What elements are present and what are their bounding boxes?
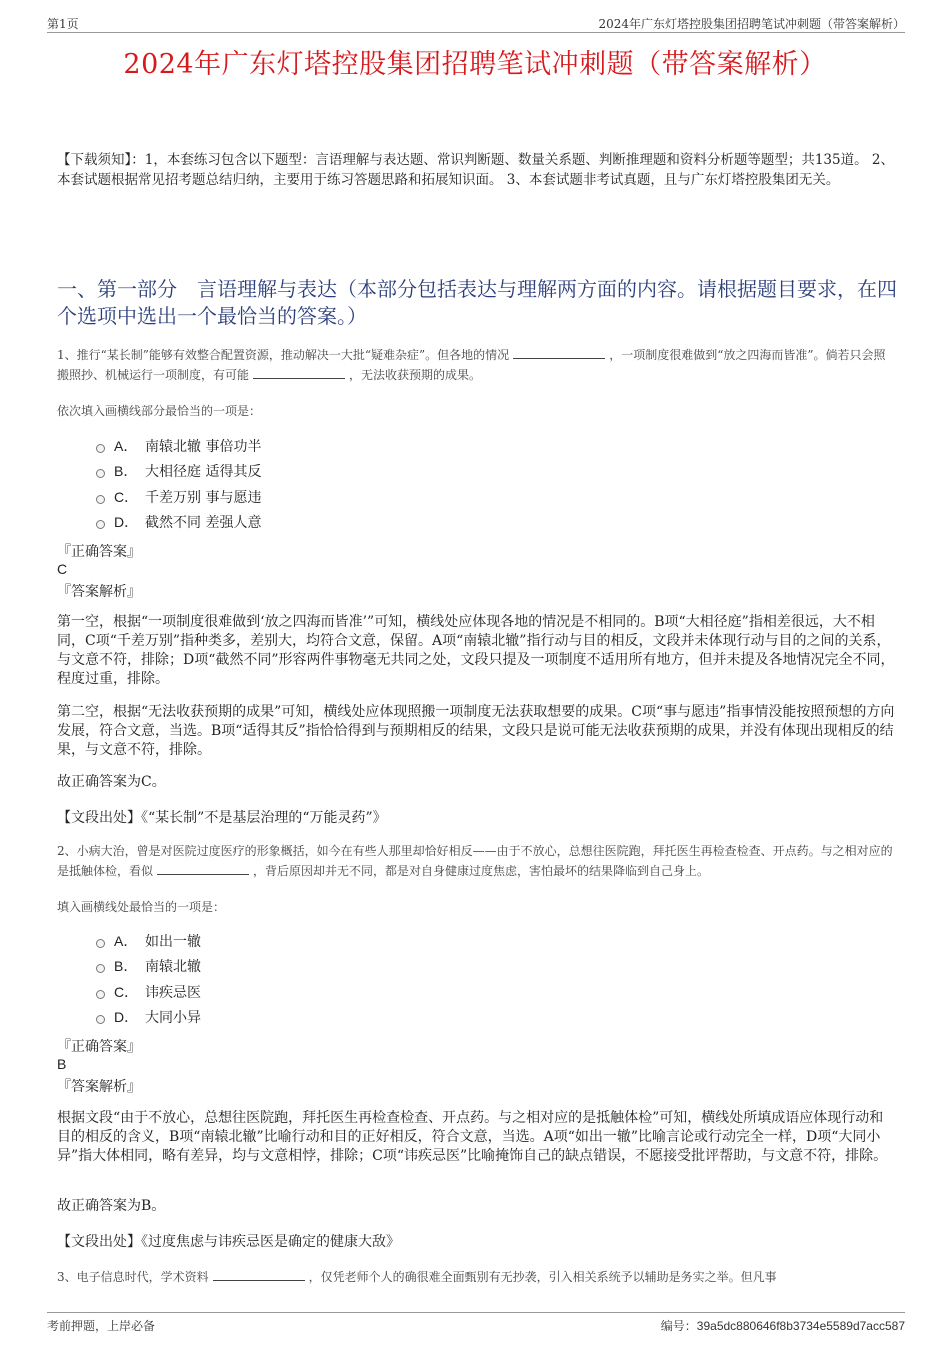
question-1-text-part-b: ，一项制度很难做到“放之四海而皆准”。倘若只会照搬照抄、机械运行一项制度，有可能: [57, 348, 886, 382]
document-code-value: 39a5dc880646f8b3734e5589d7acc587: [696, 1319, 905, 1333]
page-number: 第1页: [47, 17, 79, 31]
correct-answer-label: 『正确答案』: [57, 1039, 141, 1055]
question-2-options: [96, 928, 496, 1030]
radio-button[interactable]: [96, 939, 105, 948]
radio-button[interactable]: [96, 964, 105, 973]
option-letter: B．: [114, 958, 138, 975]
option-letter: D．: [114, 514, 139, 531]
option-text: 如出一辙: [145, 933, 201, 950]
question-3-text-part-a: 3、电子信息时代，学术资料: [57, 1270, 209, 1284]
footer-slogan: 考前押题，上岸必备: [47, 1319, 156, 1333]
page-title: 2024年广东灯塔控股集团招聘笔试冲刺题（带答案解析）: [123, 49, 827, 80]
question-1-prompt: 依次填入画横线部分最恰当的一项是：: [57, 404, 262, 418]
analysis-conclusion: 故正确答案为B。: [57, 1198, 166, 1214]
option-a[interactable]: [96, 433, 496, 459]
question-3-text-part-b: ，仅凭老师个人的确很难全面甄别有无抄袭，引入相关系统予以辅助是务实之举。但凡事: [308, 1270, 777, 1284]
page-footer: [47, 1312, 905, 1333]
option-letter: C．: [114, 983, 139, 1000]
analysis-paragraph: 根据文段“由于不放心，总想往医院跑，拜托医生再检查检查、开点药。与之相对应的是抵触体检”可知，横线处所填成语应体现行动和目的相反的含义，B项“南辕北辙”比喻行动和目的正好相反，符合文意，当选。A项“如出一辙”比喻言论或行动完全一样，D项“大同小异”指大体相同，略有差异，均与文意相悖，排除；C项“讳疾忌医”比喻掩饰自己的缺点错误，不愿接受批评帮助，与文意不符，排除。: [57, 1110, 888, 1164]
document-code-label: 编号：: [660, 1319, 697, 1333]
option-letter: C．: [114, 488, 139, 505]
correct-answer-value: C: [57, 561, 68, 577]
source-citation: 【文段出处】《过度焦虑与讳疾忌医是确定的健康大敌》: [57, 1234, 400, 1250]
analysis-label: 『答案解析』: [57, 1079, 141, 1095]
fill-blank: [213, 1268, 305, 1281]
option-text: 大相径庭 适得其反: [145, 464, 262, 481]
option-c[interactable]: [96, 484, 496, 510]
analysis-paragraph: 第二空，根据“无法收获预期的成果”可知，横线处应体现照搬一项制度无法获取想要的成果。C项“事与愿违”指事情没能按照预想的方向发展，符合文意，当选。B项“适得其反”指恰恰得到与预期相反的结果，文段只是说可能无法收获预期的成果，并没有体现出现相反的结果，与文意不符，排除。: [57, 704, 895, 758]
question-1-text: [57, 345, 897, 385]
analysis-paragraph: 第一空，根据“一项制度很难做到‘放之四海而皆准’”可知，横线处应体现各地的情况是不相同的。B项“大相径庭”指相差很远，大不相同，C项“千差万别”指种类多，差别大，均符合文意，保留。A项“南辕北辙”指行动与目的相反，文段并未体现行动与目的之间的关系，与文意不符，排除；D项“截然不同”形容两件事物毫无共同之处，文段只提及一项制度不适用所有地方，但并未提及各地情况完全不同，程度过重，排除。: [57, 614, 895, 687]
radio-button[interactable]: [96, 444, 105, 453]
question-2-text-part-a: 2、小病大治，曾是对医院过度医疗的形象概括，如今在有些人那里却恰好相反——由于不放心，总想往医院跑，拜托医生再检查检查、开点药。与之相对应的是抵触体检，看似: [57, 844, 893, 878]
question-2-text: [57, 841, 897, 881]
analysis-conclusion: 故正确答案为C。: [57, 774, 166, 790]
analysis-label: 『答案解析』: [57, 584, 141, 600]
radio-button[interactable]: [96, 520, 105, 529]
download-notice: 【下载须知】：1，本套练习包含以下题型：言语理解与表达题、常识判断题、数量关系题、判断推理题和资料分析题等题型；共135道。 2、本套试题根据常见招考题总结归纳，主要用于练习答题思路和拓展知识面。 3、本套试题非考试真题，且与广东灯塔控股集团无关。: [57, 152, 894, 188]
option-a[interactable]: [96, 928, 496, 954]
option-letter: B．: [114, 463, 138, 480]
fill-blank: [513, 346, 605, 359]
fill-blank: [253, 366, 345, 379]
question-1-options: [96, 433, 496, 535]
option-letter: D．: [114, 1009, 139, 1026]
radio-button[interactable]: [96, 469, 105, 478]
option-c[interactable]: [96, 979, 496, 1005]
fill-blank: [157, 862, 249, 875]
question-1-text-part-c: ，无法收获预期的成果。: [349, 368, 482, 382]
option-text: 截然不同 差强人意: [145, 515, 262, 532]
question-3-text: [57, 1267, 897, 1287]
radio-button[interactable]: [96, 495, 105, 504]
section-title: 一、第一部分 言语理解与表达（本部分包括表达与理解两方面的内容。请根据题目要求，在四个选项中选出一个最恰当的答案。）: [57, 277, 897, 328]
option-text: 讳疾忌医: [145, 984, 201, 1001]
option-letter: A．: [114, 437, 138, 454]
document-code: [661, 1317, 905, 1334]
option-text: 南辕北辙: [145, 959, 201, 976]
option-b[interactable]: [96, 954, 496, 980]
correct-answer-label: 『正确答案』: [57, 544, 141, 560]
option-b[interactable]: [96, 459, 496, 485]
radio-button[interactable]: [96, 990, 105, 999]
option-letter: A．: [114, 932, 138, 949]
header-doc-title: 2024年广东灯塔控股集团招聘笔试冲刺题（带答案解析）: [598, 17, 905, 31]
source-citation: 【文段出处】《“某长制”不是基层治理的“万能灵药”》: [57, 810, 387, 826]
question-2-prompt: 填入画横线处最恰当的一项是：: [57, 900, 226, 914]
correct-answer-value: B: [57, 1056, 67, 1072]
radio-button[interactable]: [96, 1015, 105, 1024]
option-d[interactable]: [96, 510, 496, 536]
question-1-text-part-a: 1、推行“某长制”能够有效整合配置资源，推动解决一大批“疑难杂症”。但各地的情况: [57, 348, 510, 362]
page-header: [47, 12, 905, 33]
question-2-text-part-b: ，背后原因却并无不同，都是对自身健康过度焦虑，害怕最坏的结果降临到自己身上。: [253, 864, 710, 878]
option-text: 南辕北辙 事倍功半: [145, 438, 262, 455]
option-text: 千差万别 事与愿违: [145, 489, 262, 506]
option-d[interactable]: [96, 1005, 496, 1031]
option-text: 大同小异: [145, 1010, 201, 1027]
